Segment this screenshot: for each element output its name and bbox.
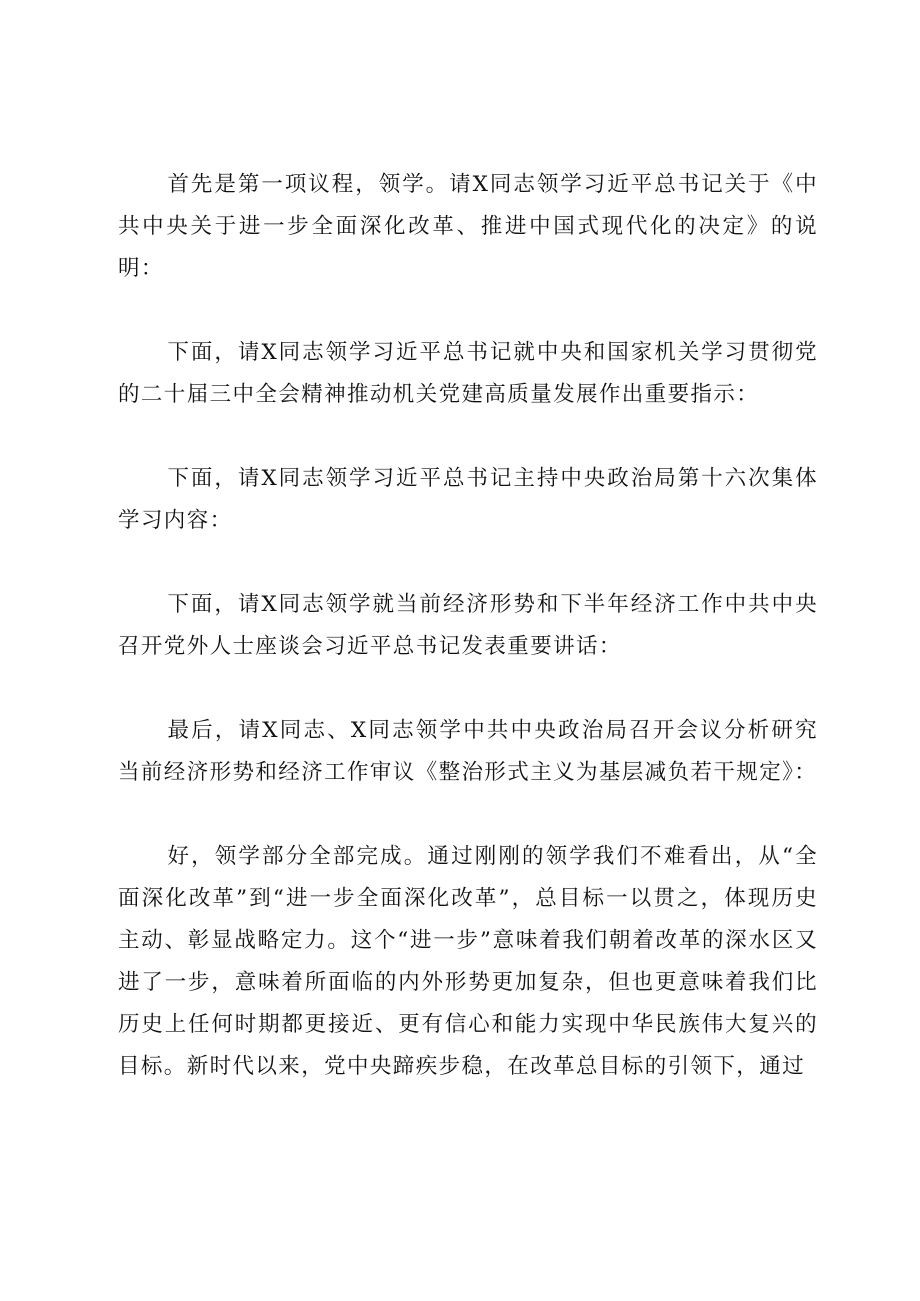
paragraph-summary: 好，领学部分全部完成。通过刚刚的领学我们不难看出，从“全面深化改革”到“进一步全面深化改革”，总目标一以贯之，体现历史主动、彰显战略定力。这个“进一步”意味着我们朝着改革的深水区又进了一步，意味着所面临的内外形势更加复杂，但也更意味着我们比历史上任何时期都更接近、更有信心和能力实现中华民族伟大复兴的目标。新时代以来，党中央蹄疾步稳，在改革总目标的引领下，通过 — [118, 844, 818, 1079]
paragraph-spacer — [118, 794, 818, 836]
paragraph-spacer — [118, 290, 818, 332]
paragraph-instruction-study: 下面，请X同志领学习近平总书记就中央和国家机关学习贯彻党的二十届三中全会精神推动机关党建高质量发展作出重要指示： — [118, 340, 818, 407]
paragraph-spacer — [118, 542, 818, 584]
paragraph-spacer — [118, 668, 818, 710]
document-body — [118, 164, 818, 1088]
paragraph-politburo-meeting: 最后，请X同志、X同志领学中共中央政治局召开会议分析研究当前经济形势和经济工作审议《整治形式主义为基层减负若干规定》： — [118, 718, 818, 785]
paragraph-agenda-first: 首先是第一项议程，领学。请X同志领学习近平总书记关于《中共中央关于进一步全面深化改革、推进中国式现代化的决定》的说明： — [118, 172, 818, 281]
paragraph-economic-symposium: 下面，请X同志领学就当前经济形势和下半年经济工作中共中央召开党外人士座谈会习近平总书记发表重要讲话： — [118, 592, 818, 659]
paragraph-collective-study: 下面，请X同志领学习近平总书记主持中央政治局第十六次集体学习内容： — [118, 466, 818, 533]
paragraph-spacer — [118, 416, 818, 458]
